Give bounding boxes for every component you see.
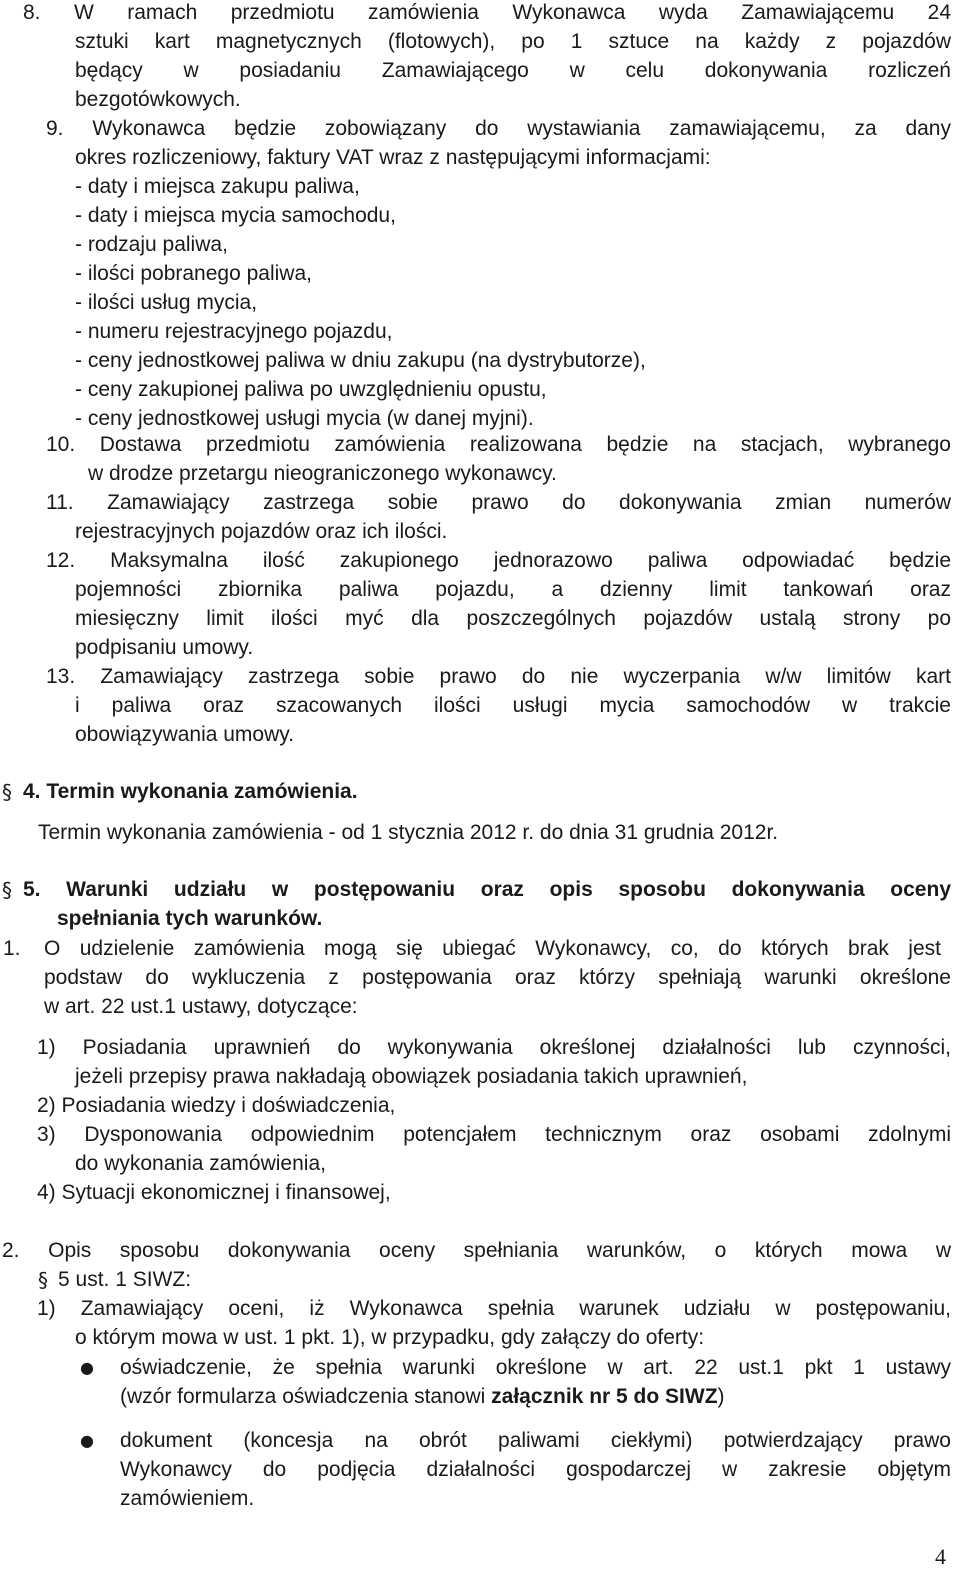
condition-2: 2) Posiadania wiedzy i doświadczenia,	[37, 1094, 396, 1117]
item-8-line-3: będący w posiadaniu Zamawiającego w celu dokonywania rozliczeń	[75, 59, 951, 82]
item-13-line-2: i paliwa oraz szacowanych ilości usługi mycia samochodów w trakcie	[75, 694, 951, 717]
section-5-heading-line-2: spełniania tych warunków.	[57, 907, 323, 930]
paragraph-1-line-3: w art. 22 ust.1 ustawy, dotyczące:	[44, 995, 358, 1018]
item-9-detail-6: - numeru rejestracyjnego pojazdu,	[75, 320, 393, 343]
subitem-1-line-1: 1) Zamawiający oceni, iż Wykonawca spełnia warunek udziału w postępowaniu,	[37, 1297, 951, 1320]
item-8-line-2: sztuki kart magnetycznych (flotowych), po 1 sztuce na każdy z pojazdów	[75, 30, 951, 53]
item-13-line-3: obowiązywania umowy.	[75, 723, 295, 746]
paragraph-1-line-1: O udzielenie zamówienia mogą się ubiegać Wykonawcy, co, do których brak jest	[44, 937, 941, 960]
section-4-heading: 4. Termin wykonania zamówienia.	[23, 780, 358, 803]
item-9-detail-9: - ceny jednostkowej usługi mycia (w danej myjni).	[75, 407, 534, 430]
paragraph-1-number: 1.	[3, 937, 21, 960]
item-9-line-1: 9. Wykonawca będzie zobowiązany do wystawiania zamawiającemu, za dany	[46, 117, 951, 140]
item-12-line-4: podpisaniu umowy.	[75, 636, 254, 659]
paragraph-1-line-2: podstaw do wykluczenia z postępowania oraz którzy spełniają warunki określone	[44, 966, 951, 989]
section-symbol: §	[2, 780, 12, 804]
item-8-line-1: 8. W ramach przedmiotu zamówienia Wykonawca wyda Zamawiającemu 24	[23, 1, 951, 24]
item-12-line-1: 12. Maksymalna ilość zakupionego jednorazowo paliwa odpowiadać będzie	[46, 549, 951, 572]
item-9-line-2: okres rozliczeniowy, faktury VAT wraz z następującymi informacjami:	[75, 146, 711, 169]
item-11-line-2: rejestracyjnych pojazdów oraz ich ilości.	[75, 520, 448, 543]
page-number: 4	[935, 1544, 946, 1569]
condition-3-line-2: do wykonania zamówienia,	[75, 1152, 326, 1175]
condition-1-line-2: jeżeli przepisy prawa nakładają obowiązek posiadania takich uprawnień,	[75, 1065, 748, 1088]
item-12-line-2: pojemności zbiornika paliwa pojazdu, a dzienny limit tankowań oraz	[75, 578, 951, 601]
bullet-icon: ●	[80, 1431, 94, 1450]
condition-3-line-1: 3) Dysponowania odpowiednim potencjałem technicznym oraz osobami zdolnymi	[37, 1123, 951, 1146]
condition-4: 4) Sytuacji ekonomicznej i finansowej,	[37, 1181, 391, 1204]
item-9-detail-8: - ceny zakupionej paliwa po uwzględnieniu opustu,	[75, 378, 547, 401]
item-9-detail-2: - daty i miejsca mycia samochodu,	[75, 204, 396, 227]
bullet-icon: ●	[80, 1358, 94, 1377]
paragraph-2-line-1: 2. Opis sposobu dokonywania oceny spełniania warunków, o których mowa w	[2, 1239, 951, 1262]
item-8-line-4: bezgotówkowych.	[75, 88, 241, 111]
item-10-line-2: w drodze przetargu nieograniczonego wykonawcy.	[88, 462, 557, 485]
item-9-detail-5: - ilości usług mycia,	[75, 291, 258, 314]
bullet-2-line-1: dokument (koncesja na obrót paliwami ciekłymi) potwierdzający prawo	[120, 1429, 951, 1452]
section-5-heading-line-1: 5. Warunki udziału w postępowaniu oraz opis sposobu dokonywania oceny	[23, 878, 951, 901]
item-10-line-1: 10. Dostawa przedmiotu zamówienia realizowana będzie na stacjach, wybranego	[46, 433, 951, 456]
section-4-text: Termin wykonania zamówienia - od 1 stycznia 2012 r. do dnia 31 grudnia 2012r.	[38, 821, 779, 844]
section-symbol: §	[2, 878, 12, 902]
bullet-2-line-3: zamówieniem.	[120, 1487, 255, 1510]
item-9-detail-4: - ilości pobranego paliwa,	[75, 262, 312, 285]
bullet-2-line-2: Wykonawcy do podjęcia działalności gospodarczej w zakresie objętym	[120, 1458, 951, 1481]
bullet-1-line-1: oświadczenie, że spełnia warunki określone w art. 22 ust.1 pkt 1 ustawy	[120, 1356, 951, 1379]
item-13-line-1: 13. Zamawiający zastrzega sobie prawo do nie wyczerpania w/w limitów kart	[46, 665, 951, 688]
item-11-line-1: 11. Zamawiający zastrzega sobie prawo do dokonywania zmian numerów	[46, 491, 951, 514]
bullet-1-text: (wzór formularza oświadczenia stanowi	[120, 1385, 492, 1408]
item-9-detail-3: - rodzaju paliwa,	[75, 233, 228, 256]
item-12-line-3: miesięczny limit ilości myć dla poszczególnych pojazdów ustalą strony po	[75, 607, 951, 630]
section-symbol: §	[38, 1268, 48, 1292]
subitem-1-line-2: o którym mowa w ust. 1 pkt. 1), w przypadku, gdy załączy do oferty:	[75, 1326, 705, 1349]
bullet-1-line-2	[120, 1382, 725, 1411]
condition-1-line-1: 1) Posiadania uprawnień do wykonywania określonej działalności lub czynności,	[37, 1036, 951, 1059]
bullet-1-closing: )	[717, 1385, 725, 1408]
attachment-reference: załącznik nr 5 do SIWZ	[491, 1385, 718, 1408]
item-9-detail-7: - ceny jednostkowej paliwa w dniu zakupu (na dystrybutorze),	[75, 349, 646, 372]
paragraph-2-line-2: 5 ust. 1 SIWZ:	[58, 1268, 192, 1291]
item-9-detail-1: - daty i miejsca zakupu paliwa,	[75, 175, 360, 198]
